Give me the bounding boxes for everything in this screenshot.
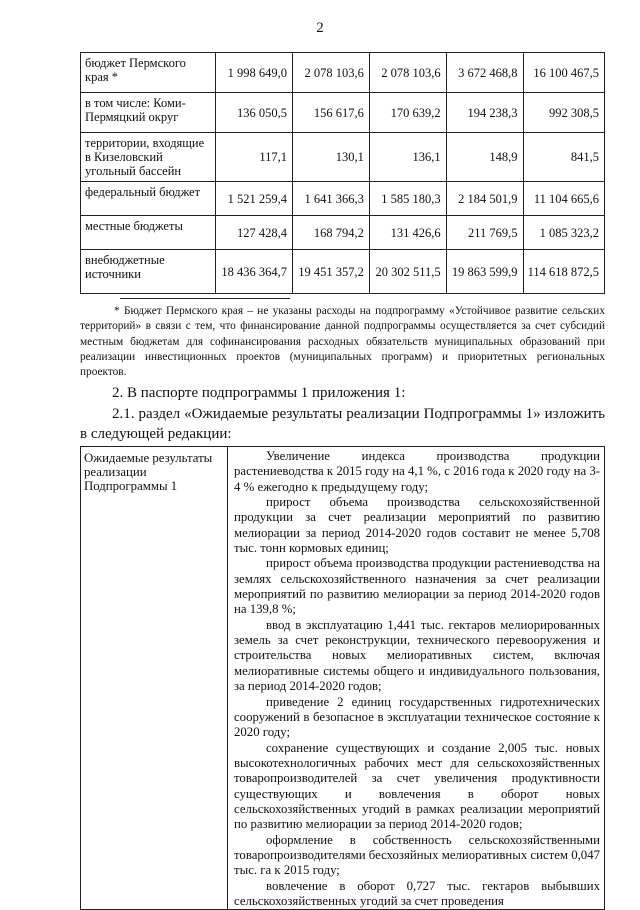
- table-row: [81, 133, 605, 182]
- cell-value: 156 617,6: [293, 93, 370, 133]
- paragraph-2: 2. В паспорте подпрограммы 1 приложения 1:: [112, 385, 406, 401]
- table-row: [81, 93, 605, 133]
- table-row: [81, 216, 605, 250]
- cell-value: 194 238,3: [446, 93, 523, 133]
- footnote-divider: [120, 298, 290, 299]
- row-label: территории, входящие в Кизеловский угольный бассейн: [81, 133, 216, 182]
- cell-value: 170 639,2: [369, 93, 446, 133]
- cell-value: 114 618 872,5: [523, 250, 604, 294]
- table-row: [81, 250, 605, 294]
- cell-value: 1 085 323,2: [523, 216, 604, 250]
- cell-value: 1 585 180,3: [369, 182, 446, 216]
- row-label: бюджет Пермского края *: [81, 53, 216, 93]
- cell-value: 2 078 103,6: [293, 53, 370, 93]
- cell-value: 2 078 103,6: [369, 53, 446, 93]
- row-label: местные бюджеты: [81, 216, 216, 250]
- results-table: [80, 446, 605, 910]
- cell-value: 130,1: [293, 133, 370, 182]
- cell-value: 16 100 467,5: [523, 53, 604, 93]
- list-item: прирост объема производства сельскохозяйственной продукции за счет реализации мероприятий по развитию мелиорации за период 2014-2020 годов составит не менее 5,708 тыс. тонн кормовых единиц;: [234, 495, 600, 556]
- cell-value: 136 050,5: [216, 93, 293, 133]
- cell-value: 1 521 259,4: [216, 182, 293, 216]
- cell-value: 136,1: [369, 133, 446, 182]
- cell-value: 992 308,5: [523, 93, 604, 133]
- list-item: вовлечение в оборот 0,727 тыс. гектаров выбывших сельскохозяйственных угодий за счет проведения: [234, 878, 600, 908]
- list-item: Увеличение индекса производства продукции растениеводства к 2015 году на 4,1 %, с 2016 года к 2020 году на 3-4 % ежегодно к предыдущему году;: [234, 449, 600, 494]
- row-label: федеральный бюджет: [81, 182, 216, 216]
- cell-value: 20 302 511,5: [369, 250, 446, 294]
- cell-value: 168 794,2: [293, 216, 370, 250]
- row-label: внебюджетные источники: [81, 250, 216, 294]
- cell-value: 1 998 649,0: [216, 53, 293, 93]
- cell-value: 127 428,4: [216, 216, 293, 250]
- footnote: * Бюджет Пермского края – не указаны расходы на подпрограмму «Устойчивое развитие сельских территорий» в связи с тем, что финансирование данной подпрограммы осуществляется за счет субсидий местным бюджетам для софинансирования расходных обязательств муниципальных образований при реализации инвестиционных проектов (муниципальных программ) и приоритетных региональных проектов.: [80, 305, 605, 379]
- cell-value: 131 426,6: [369, 216, 446, 250]
- budget-table: [80, 52, 605, 294]
- list-item: сохранение существующих и создание 2,005 тыс. новых высокотехнологичных рабочих мест для сельскохозяйственных товаропроизводителей за счет увеличения продуктивности существующих и вовлечения в оборот новых сельскохозяйственных угодий в рамках реализации мероприятий по развитию мелиорации за период 2014-2020 годов;: [234, 740, 600, 832]
- cell-value: 3 672 468,8: [446, 53, 523, 93]
- cell-value: 841,5: [523, 133, 604, 182]
- list-item: приведение 2 единиц государственных гидротехнических сооружений в безопасное в эксплуатации техническое состояние к 2020 году;: [234, 694, 600, 740]
- paragraph-2-1: 2.1. раздел «Ожидаемые результаты реализации Подпрограммы 1» изложить в следующей редакции:: [80, 406, 605, 442]
- results-label: Ожидаемые результаты реализации Подпрограммы 1: [81, 447, 228, 910]
- cell-value: 1 641 366,3: [293, 182, 370, 216]
- cell-value: 148,9: [446, 133, 523, 182]
- table-row: [81, 53, 605, 93]
- cell-value: 2 184 501,9: [446, 182, 523, 216]
- cell-value: 117,1: [216, 133, 293, 182]
- table-row: [81, 447, 605, 910]
- cell-value: 18 436 364,7: [216, 250, 293, 294]
- list-item: оформление в собственность сельскохозяйственными товаропроизводителями бесхозяйных мелиоративных систем 0,047 тыс. га к 2015 году;: [234, 832, 601, 878]
- list-item: ввод в эксплуатацию 1,441 тыс. гектаров мелиорированных земель за счет реконструкции, технического перевооружения и строительства новых мелиоративных систем, включая мелиоративные системы общего и индивидуального пользования, за период 2014-2020 годов;: [234, 617, 600, 694]
- cell-value: 19 863 599,9: [446, 250, 523, 294]
- row-label: в том числе: Коми-Пермяцкий округ: [81, 93, 216, 133]
- cell-value: 19 451 357,2: [293, 250, 370, 294]
- results-items: [228, 447, 605, 910]
- cell-value: 211 769,5: [446, 216, 523, 250]
- list-item: прирост объема производства продукции растениеводства на землях сельскохозяйственного назначения за счет реализации мероприятий по развитию мелиорации за период 2014-2020 годов на 139,8 %;: [234, 556, 600, 617]
- cell-value: 11 104 665,6: [523, 182, 604, 216]
- table-row: [81, 182, 605, 216]
- page-number: 2: [316, 20, 324, 36]
